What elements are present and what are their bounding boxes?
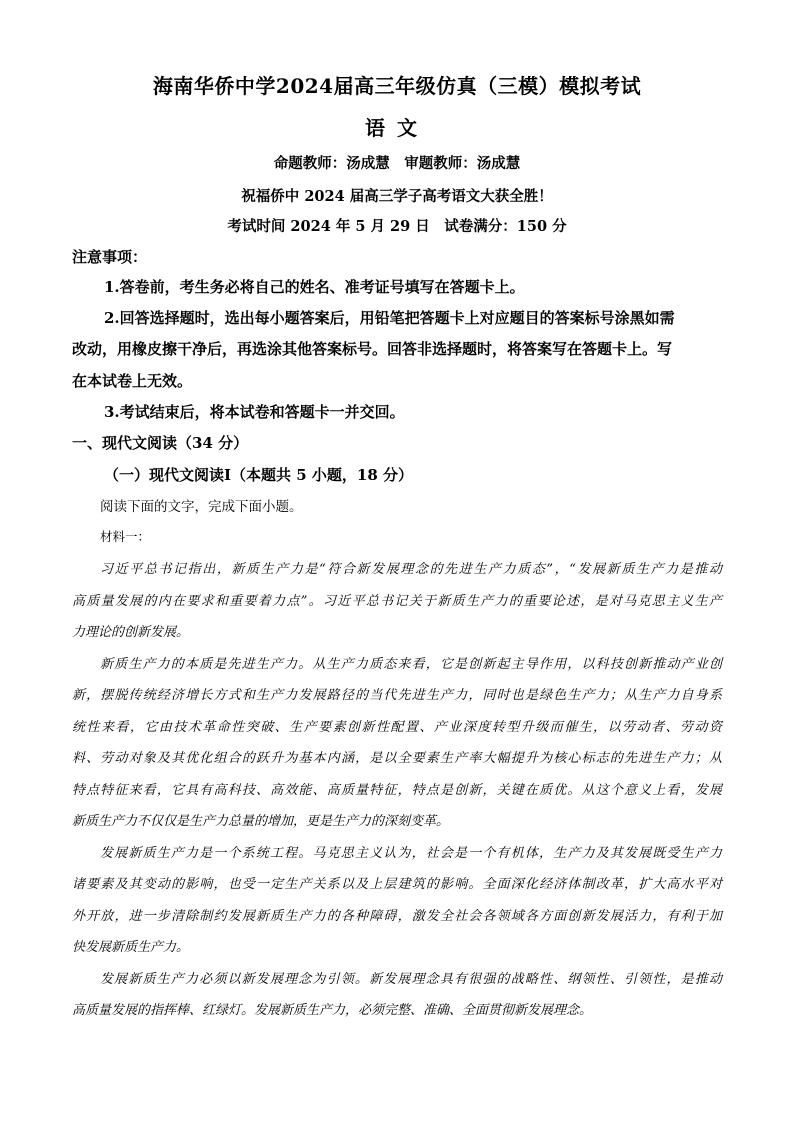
exam-info: 考试时间 2024 年 5 月 29 日 试卷满分：150 分 bbox=[227, 218, 567, 235]
section-heading: 一、现代文阅读（34 分） bbox=[72, 434, 249, 452]
passage-p3-line-3: 外开放，进一步清除制约发展新质生产力的各种障碍，激发全社会各领域各方面创新发展活力，有利于加 bbox=[72, 909, 722, 924]
passage-p2-line-2: 新，摆脱传统经济增长方式和生产力发展路径的当代先进生产力，同时也是绿色生产力；从生产力自身系 bbox=[72, 688, 722, 703]
passage-p3-line-1: 发展新质生产力是一个系统工程。马克思主义认为，社会是一个有机体，生产力及其发展既受生产力 bbox=[100, 846, 722, 861]
passage-p3-line-2: 诸要素及其变动的影响，也受一定生产关系以及上层建筑的影响。全面深化经济体制改革，扩大高水平对 bbox=[72, 877, 722, 892]
reading-instruction: 阅读下面的文字，完成下面小题。 bbox=[100, 499, 303, 515]
notice-heading: 注意事项： bbox=[72, 248, 148, 266]
passage-p2-line-4: 料、劳动对象及其优化组合的跃升为基本内涵，是以全要素生产率大幅提升为核心标志的先进生产力；从 bbox=[72, 751, 722, 766]
passage-p3-line-4: 快发展新质生产力。 bbox=[72, 940, 190, 955]
part-heading: （一）现代文阅读Ⅰ（本题共 5 小题，18 分） bbox=[104, 466, 413, 484]
material-label: 材料一： bbox=[100, 529, 151, 544]
exam-title: 海南华侨中学2024届高三年级仿真（三模）模拟考试 bbox=[152, 74, 642, 98]
passage-p4-line-2: 高质量发展的指挥棒、红绿灯。发展新质生产力，必须完整、准确、全面贯彻新发展理念。 bbox=[72, 1003, 593, 1018]
notice-item-2-line-2: 改动，用橡皮擦干净后，再选涂其他答案标号。回答非选择题时，将答案写在答题卡上。写 bbox=[72, 340, 673, 358]
passage-p1-line-1: 习近平总书记指出，新质生产力是“符合新发展理念的先进生产力质态”，“发展新质生产力是推动 bbox=[100, 562, 722, 577]
passage-p1-line-2: 高质量发展的内在要求和重要着力点”。习近平总书记关于新质生产力的重要论述，是对马克思主义生产 bbox=[72, 594, 722, 609]
notice-item-2-line-1: 2.回答选择题时，选出每小题答案后，用铅笔把答题卡上对应题目的答案标号涂黑如需 bbox=[104, 309, 675, 327]
subject-title: 语文 bbox=[365, 116, 429, 140]
teacher-credits: 命题教师：汤成慧 审题教师：汤成慧 bbox=[273, 155, 521, 172]
notice-item-1: 1.答卷前，考生务必将自己的姓名、准考证号填写在答题卡上。 bbox=[104, 278, 525, 296]
passage-p2-line-5: 特点特征来看，它具有高科技、高效能、高质量特征，特点是创新，关键在质优。从这个意义上看，发展 bbox=[72, 783, 722, 798]
notice-item-2-line-3: 在本试卷上无效。 bbox=[72, 372, 193, 390]
blessing-line: 祝福侨中 2024 届高三学子高考语文大获全胜！ bbox=[241, 188, 553, 205]
passage-p4-line-1: 发展新质生产力必须以新发展理念为引领。新发展理念具有很强的战略性、纲领性、引领性，是推动 bbox=[100, 972, 722, 987]
passage-p2-line-3: 统性来看，它由技术革命性突破、生产要素创新性配置、产业深度转型升级而催生，以劳动者、劳动资 bbox=[72, 720, 722, 735]
passage-p2-line-1: 新质生产力的本质是先进生产力。从生产力质态来看，它是创新起主导作用，以科技创新推动产业创 bbox=[100, 657, 722, 672]
passage-p1-line-3: 力理论的创新发展。 bbox=[72, 625, 190, 640]
passage-p2-line-6: 新质生产力不仅仅是生产力总量的增加，更是生产力的深刻变革。 bbox=[72, 814, 450, 829]
notice-item-3: 3.考试结束后，将本试卷和答题卡一并交回。 bbox=[104, 403, 405, 421]
